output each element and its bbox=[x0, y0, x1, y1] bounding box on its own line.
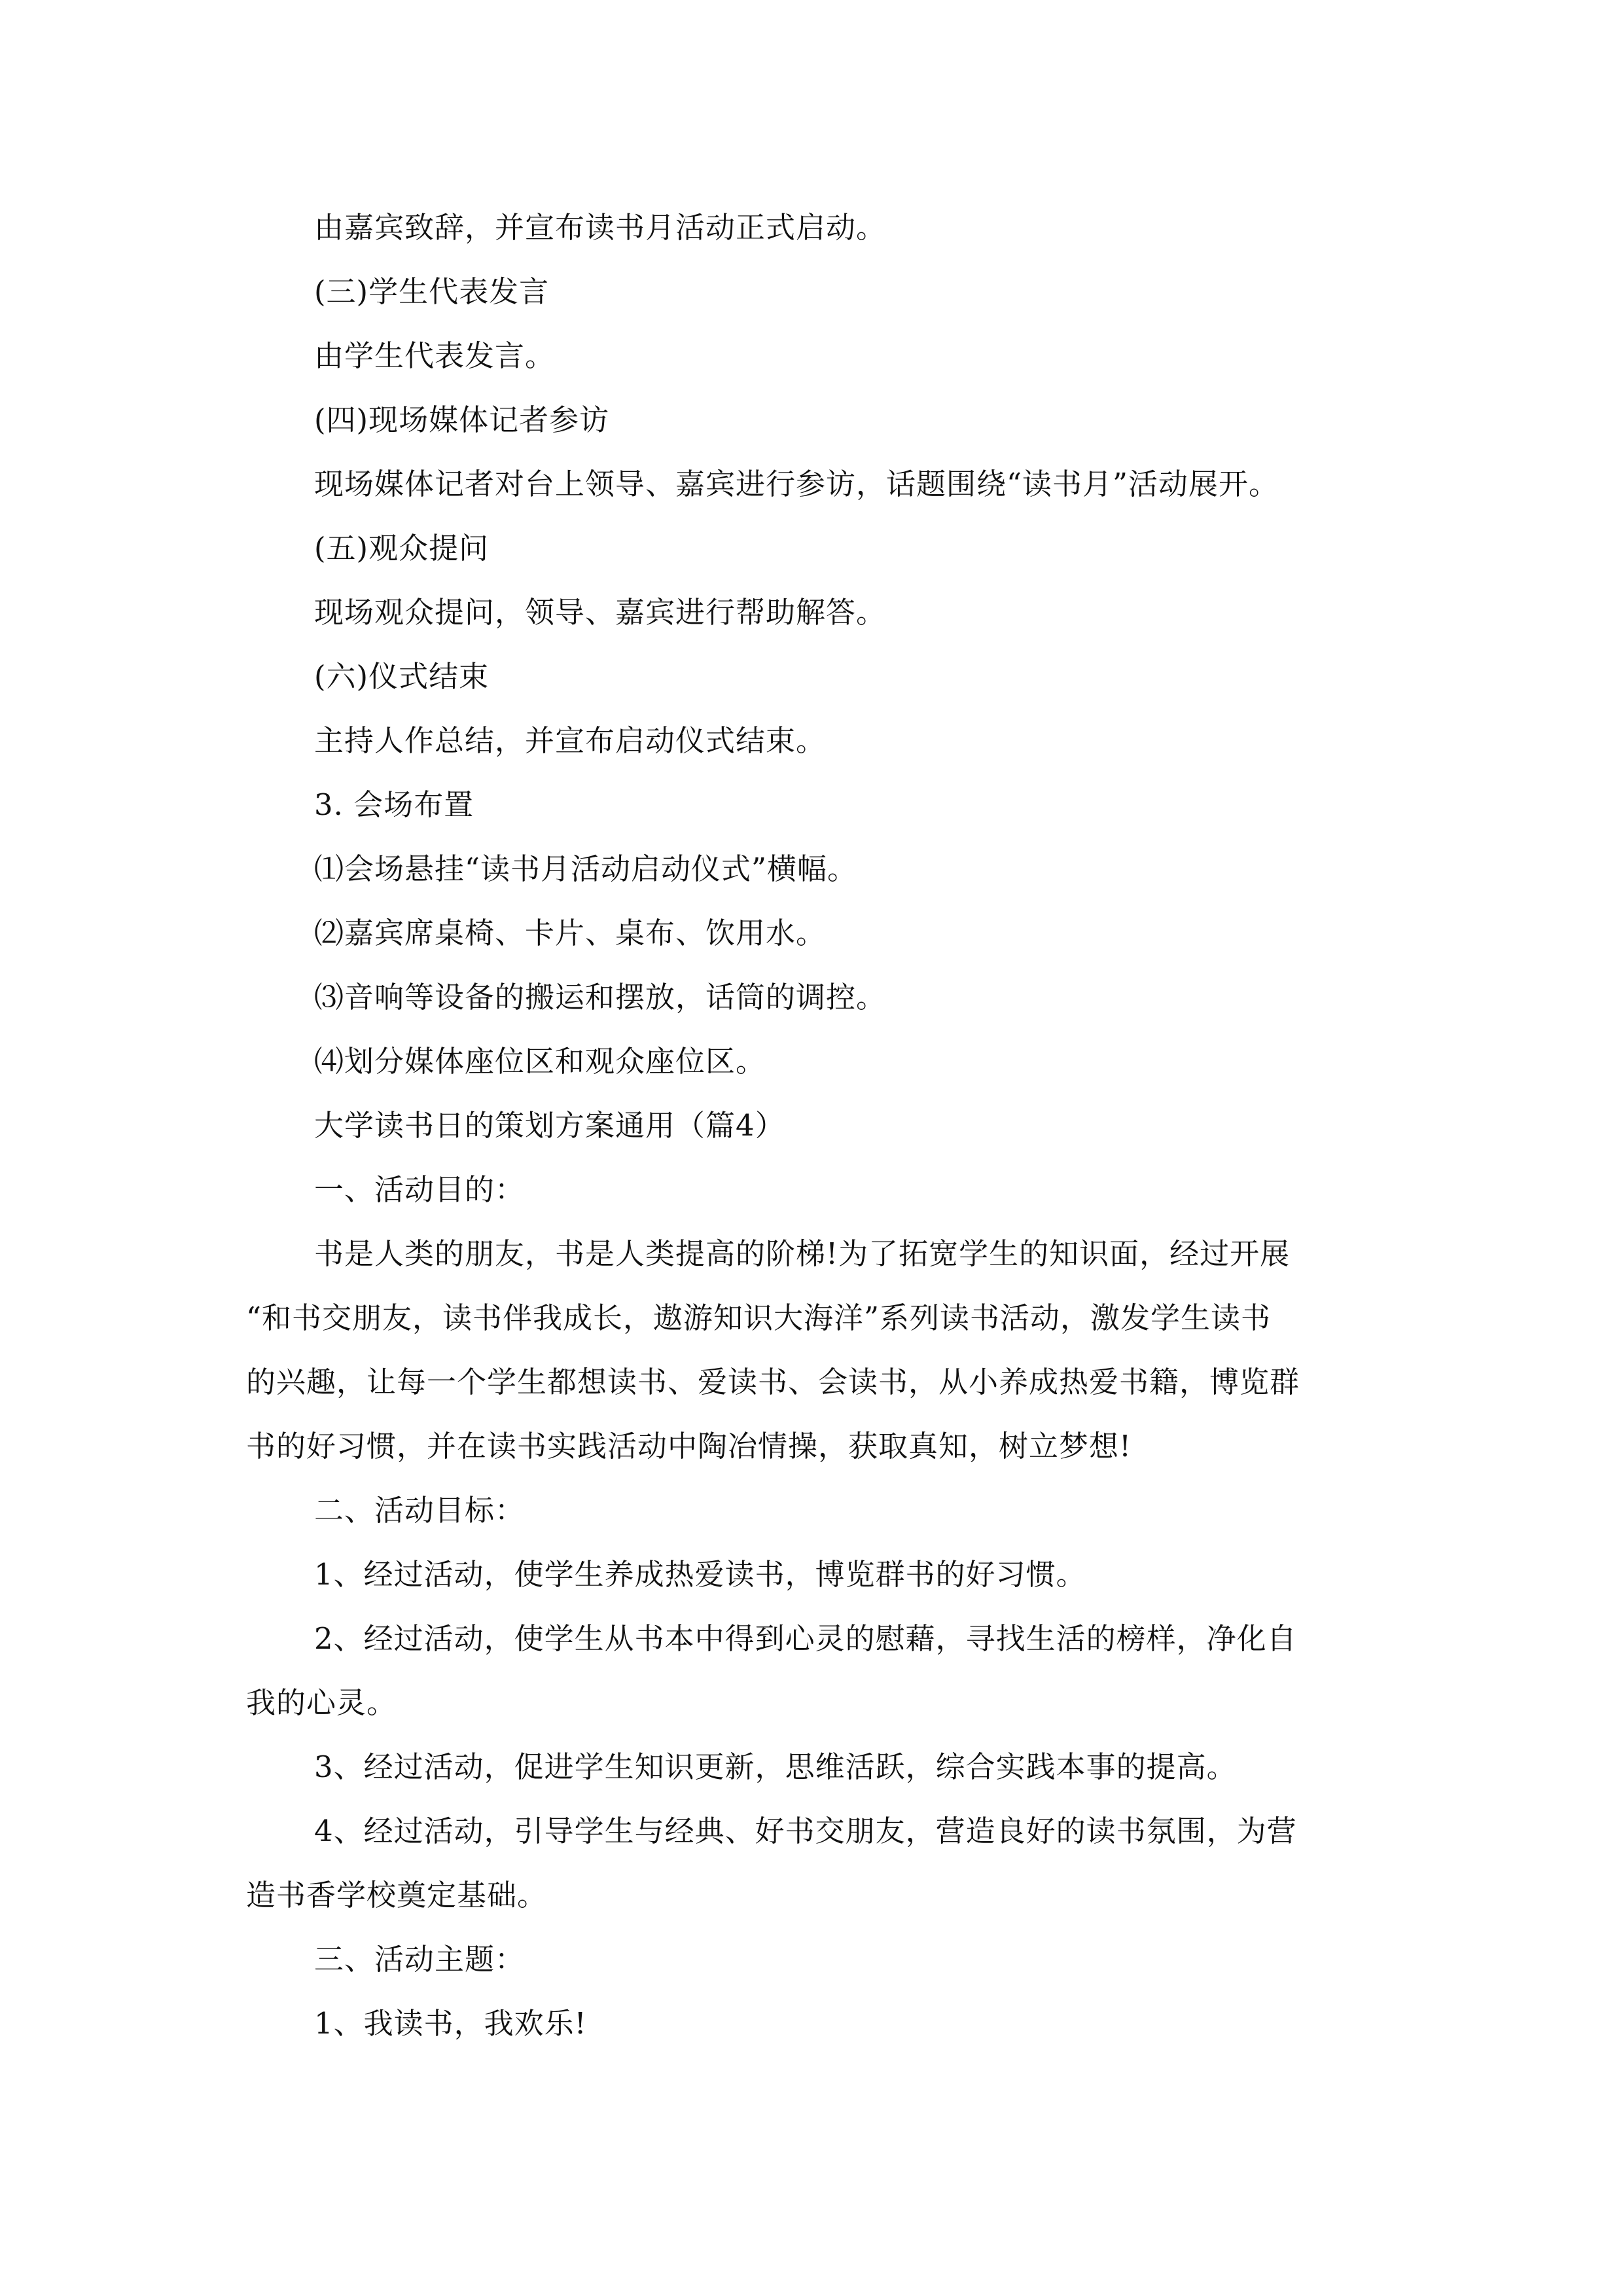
list-item: ⑶音响等设备的搬运和摆放，话筒的调控。 bbox=[314, 980, 887, 1014]
paragraph-line: 主持人作总结，并宣布启动仪式结束。 bbox=[314, 723, 827, 758]
paragraph-line: 现场媒体记者对台上领导、嘉宾进行参访，话题围绕“读书月”活动展开。 bbox=[314, 467, 1279, 501]
list-item: ⑵嘉宾席桌椅、卡片、桌布、饮用水。 bbox=[314, 916, 827, 950]
list-item: 2、经过活动，使学生从书本中得到心灵的慰藉，寻找生活的榜样，净化自 bbox=[314, 1621, 1297, 1656]
list-item: 1、我读书，我欢乐! bbox=[314, 2006, 587, 2041]
section-heading: 3. 会场布置 bbox=[314, 787, 474, 822]
paragraph-line: “和书交朋友，读书伴我成长，遨游知识大海洋”系列读书活动，激发学生读书 bbox=[246, 1300, 1272, 1335]
section-heading: (三)学生代表发言 bbox=[314, 274, 550, 309]
section-heading: 一、活动目的： bbox=[314, 1172, 526, 1207]
section-heading: 三、活动主题： bbox=[314, 1942, 526, 1977]
list-item: ⑷划分媒体座位区和观众座位区。 bbox=[314, 1044, 766, 1079]
paragraph-line: 的兴趣，让每一个学生都想读书、爱读书、会读书，从小养成热爱书籍，博览群 bbox=[246, 1365, 1300, 1399]
section-heading: (四)现场媒体记者参访 bbox=[314, 403, 610, 437]
section-heading: (六)仪式结束 bbox=[314, 659, 490, 694]
list-item: 1、经过活动，使学生养成热爱读书，博览群书的好习惯。 bbox=[314, 1557, 1086, 1592]
article-title: 大学读书日的策划方案通用（篇4） bbox=[314, 1108, 785, 1143]
paragraph-line: 书是人类的朋友，书是人类提高的阶梯!为了拓宽学生的知识面，经过开展 bbox=[314, 1236, 1291, 1271]
paragraph-line: 现场观众提问，领导、嘉宾进行帮助解答。 bbox=[314, 595, 887, 630]
list-item: 4、经过活动，引导学生与经典、好书交朋友，营造良好的读书氛围，为营 bbox=[314, 1814, 1297, 1848]
paragraph-line: 由学生代表发言。 bbox=[314, 338, 556, 373]
paragraph-line: 由嘉宾致辞，并宣布读书月活动正式启动。 bbox=[314, 210, 887, 245]
list-item: ⑴会场悬挂“读书月活动启动仪式”横幅。 bbox=[314, 852, 858, 886]
paragraph-line: 我的心灵。 bbox=[246, 1685, 397, 1720]
paragraph-line: 造书香学校奠定基础。 bbox=[246, 1878, 548, 1912]
list-item: 3、经过活动，促进学生知识更新，思维活跃，综合实践本事的提高。 bbox=[314, 1749, 1237, 1784]
paragraph-line: 书的好习惯，并在读书实践活动中陶冶情操，获取真知，树立梦想! bbox=[246, 1429, 1132, 1463]
section-heading: (五)观众提问 bbox=[314, 531, 490, 565]
section-heading: 二、活动目标： bbox=[314, 1493, 526, 1528]
